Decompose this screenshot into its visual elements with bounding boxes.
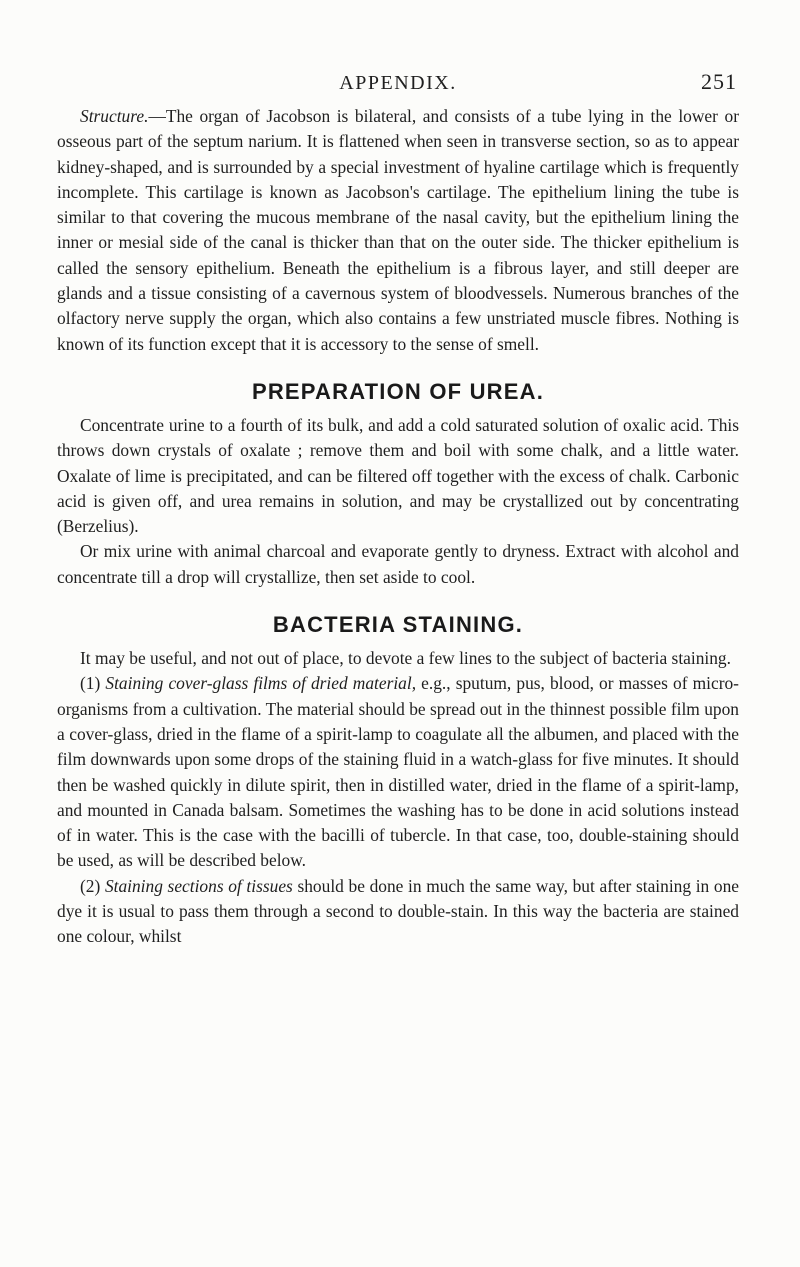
bacteria-item-2 — [57, 874, 739, 950]
urea-paragraph-2: Or mix urine with animal charcoal and evaporate gently to dryness. Extract with alcohol and concentrate till a drop will crystallize, then set aside to cool. — [57, 541, 739, 587]
item-1-title: Staining cover-glass films of dried material, — [105, 673, 417, 694]
running-head — [57, 0, 739, 104]
bacteria-heading: BACTERIA STAINING. — [272, 612, 524, 638]
urea-paragraph-1: Concentrate urine to a fourth of its bulk, and add a cold saturated solution of oxalic acid. This throws down crystals of oxalate ; remove them and boil with some chalk, and a little water. Oxalate of lime is precipitated, and can be filtered off together with the excess of chalk. Carbonic acid is given off, and urea remains in solution, and may be crystallized out by concentrating (Berzelius). — [57, 414, 739, 537]
page-number: 251 — [701, 69, 737, 94]
bacteria-item-1 — [57, 671, 739, 873]
item-1-number: (1) — [80, 673, 106, 694]
item-2-number: (2) — [80, 875, 105, 896]
running-title: APPENDIX. — [339, 72, 457, 94]
structure-body: —The organ of Jacobson is bilateral, and consists of a tube lying in the lower or osseous part of the septum narium. It is flattened when seen in transverse section, so as to appear kidney-shaped, and is surrounded by a special investment of hyaline cartilage which is frequently incomplete. This cartilage is known as Jacobson's cartilage. The epithelium lining the tube is similar to that covering the mucous membrane of the nasal cavity, but the epithelium lining the inner or mesial side of the canal is thicker than that on the outer side. The thicker epithelium is called the sensory epithelium. Beneath the epithelium is a fibrous layer, and still deeper are glands and a tissue consisting of a cavernous system of bloodvessels. Numerous branches of the olfactory nerve supply the organ, which also contains a few unstriated muscle fibres. Nothing is known of its function except that it is accessory to the sense of smell. — [57, 106, 739, 354]
item-1-body: e.g., sputum, pus, blood, or masses of micro-organisms from a cultivation. The material should be spread out in the thinnest possible film upon a cover-glass, dried in the flame of a spirit-lamp to coagulate all the albumen, and placed with the film downwards upon some drops of the staining fluid in a watch-glass for five minutes. It should then be washed quickly in dilute spirit, then in distilled water, dried in the flame of a spirit-lamp, and mounted in Canada balsam. Sometimes the washing has to be done in acid solutions instead of in water. This is the case with the bacilli of tubercle. In that case, too, double-staining should be used, as will be described below. — [57, 673, 739, 871]
bacteria-intro: It may be useful, and not out of place, to devote a few lines to the subject of bacteria staining. — [80, 648, 731, 669]
item-2-title: Staining sections of tissues — [104, 875, 293, 896]
structure-lead: Structure. — [80, 106, 149, 126]
structure-paragraph — [57, 104, 739, 357]
book-page — [57, 0, 739, 950]
urea-heading: PREPARATION OF UREA. — [251, 378, 545, 404]
item-2-body: should be done in much the same way, but after staining in one dye it is usual to pass them through a second to double-stain. In this way the bacteria are stained one colour, whilst — [57, 875, 739, 947]
